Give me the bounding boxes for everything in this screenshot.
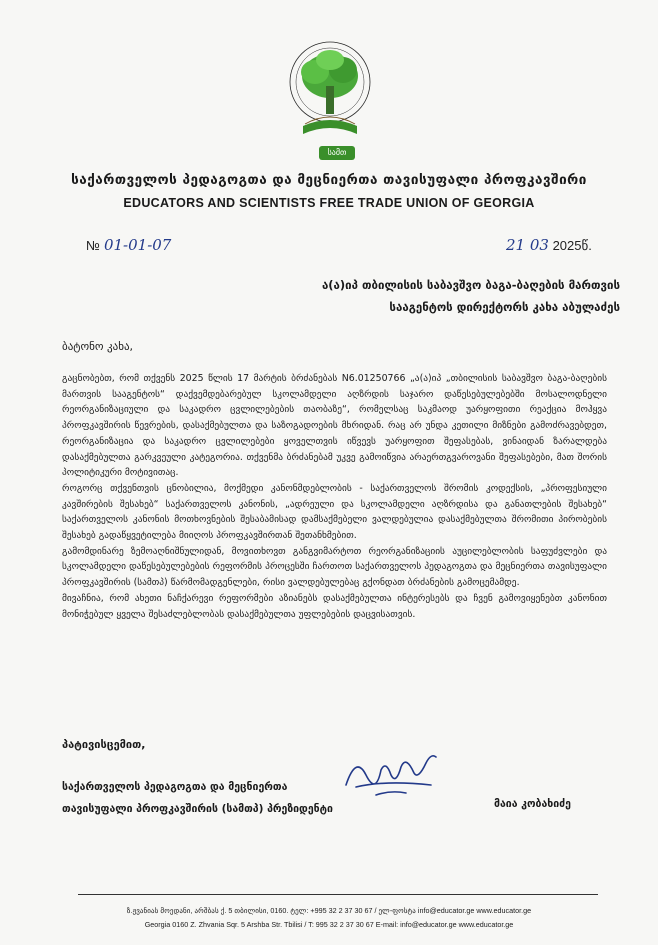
number-prefix: № [86, 238, 100, 253]
paragraph: გამომდინარე ზემოაღნიშნულიდან, მოვითხოვთ განგვიმარტოთ რეორგანიზაციის აუცილებლობის საფუძვლები და სკოლამდელი დაწესებულებების რეფორმის პროცესში ჩართოთ საქართველოს პედაგოგთა და მეცნიერთა თავისუფალი პროფკავშირის (სამთპ) წარმომადგენლები, რისი ვალდებულებაც გქონდათ ბრძანების გამოცემამდე. [62, 545, 607, 589]
footer-contacts-english: Georgia 0160 Z. Zhvania Sqr. 5 Arshba Str. Tbilisi / T: 995 32 2 37 30 67 E-mail: info@educator.ge www.educator.ge [144, 920, 514, 929]
registration-number [86, 236, 171, 254]
signatory-title-line-1: საქართველოს პედაგოგთა და მეცნიერთა [62, 781, 288, 793]
org-name-georgian: საქართველოს პედაგოგთა და მეცნიერთა თავისუფალი პროფკავშირი [71, 172, 587, 188]
number-value: 01-01-07 [103, 236, 172, 254]
union-logo [285, 30, 375, 160]
signatory-title [62, 776, 333, 820]
salutation: ბატონო კახა, [62, 340, 134, 353]
paragraph: გაცნობებთ, რომ თქვენს 2025 წლის 17 მარტის ბრძანებას N6.01250766 „ა(ა)იპ „თბილისის საბავშვო ბაგა-ბაღების მართვის სააგენტოს“ დაქვემდებარებულ სკოლამდელი აღზრდის საჯარო დაწესებულებებში მოსალოდნელი რეორგანიზაციული და საკადრო ცვლილებების თაობაზე“, რომელსაც საკმაოდ უარყოფითი რეაქცია მოჰყვა პროფკავშირის წევრების, დასაქმებულთა და საზოგადოების მხრიდან. რაც არ უნდა კეთილი მიზნები გამოძრავებდეთ, რეორგანიზაცია და საკადრო ცვლილებები ყოველთვის იწვევს უარყოფით შეფასებას, ვინაიდან ზარალდება დასაქმებულთა გარკვეული კატეგორია. თქვენმა ბრძანებამ უკვე გამოიწვია არაერთგვაროვანი შეფასებები, მათ შორის პოლიტიკური მოტივითაც. [62, 373, 607, 479]
date-suffix: 2025წ. [552, 238, 592, 253]
registration-date [506, 236, 592, 254]
tree-icon [285, 30, 375, 160]
footer-divider [78, 894, 598, 895]
date-value: 21 03 [506, 236, 549, 254]
logo-band: სამთ [319, 146, 355, 160]
footer-contacts-georgian: ზ.ჟვანიას მოედანი, არშბას ქ. 5 თბილისი, 0160. ტელ: +995 32 2 37 30 67 / ელ-ფოსტა info@educator.ge www.educator.ge [126, 906, 532, 915]
paragraph: მივაჩნია, რომ ახეთი ნაჩქარევი რეფორმები აზიანებს დასაქმებულთა ინტერესებს და ჩვენ გამოვიყენებთ კანონით მონიჭებულ ყველა შესაძლებლობას დასაქმებულთა უფლებების დაცვისათვის. [62, 592, 607, 620]
addressee-line-1: ა(ა)იპ თბილისის საბავშვო ბაგა-ბაღების მართვის [321, 278, 620, 292]
paragraph: როგორც თქვენთვის ცნობილია, მოქმედი კანონმდებლობის - საქართველოს შრომის კოდექსის, „პროფესიული კავშირების შესახებ“ საქართველოს კანონის, „ადრეული და სკოლამდელი აღზრდისა და განათლების შესახებ“ საქართველოს კანონის მოთხოვნების შესაბამისად დამსაქმებელი ვალდებულია დასაქმებულთა შრომითი პირობების შესახებ გადაწყვეტილება მიიღოს პროფკავშირთან შეთანხმებით. [62, 482, 607, 542]
addressee-block [250, 274, 620, 318]
org-name-english: EDUCATORS AND SCIENTISTS FREE TRADE UNION OF GEORGIA [123, 196, 535, 210]
addressee-line-2: სააგენტოს დირექტორს კახა აბულაძეს [389, 300, 620, 314]
closing: პატივისცემით, [62, 738, 146, 751]
signatory-name: მაია კობახიძე [494, 798, 571, 810]
handwritten-signature [336, 745, 446, 805]
signatory-title-line-2: თავისუფალი პროფკავშირის (სამთპ) პრეზიდენტი [62, 803, 333, 815]
letter-body [62, 371, 607, 622]
